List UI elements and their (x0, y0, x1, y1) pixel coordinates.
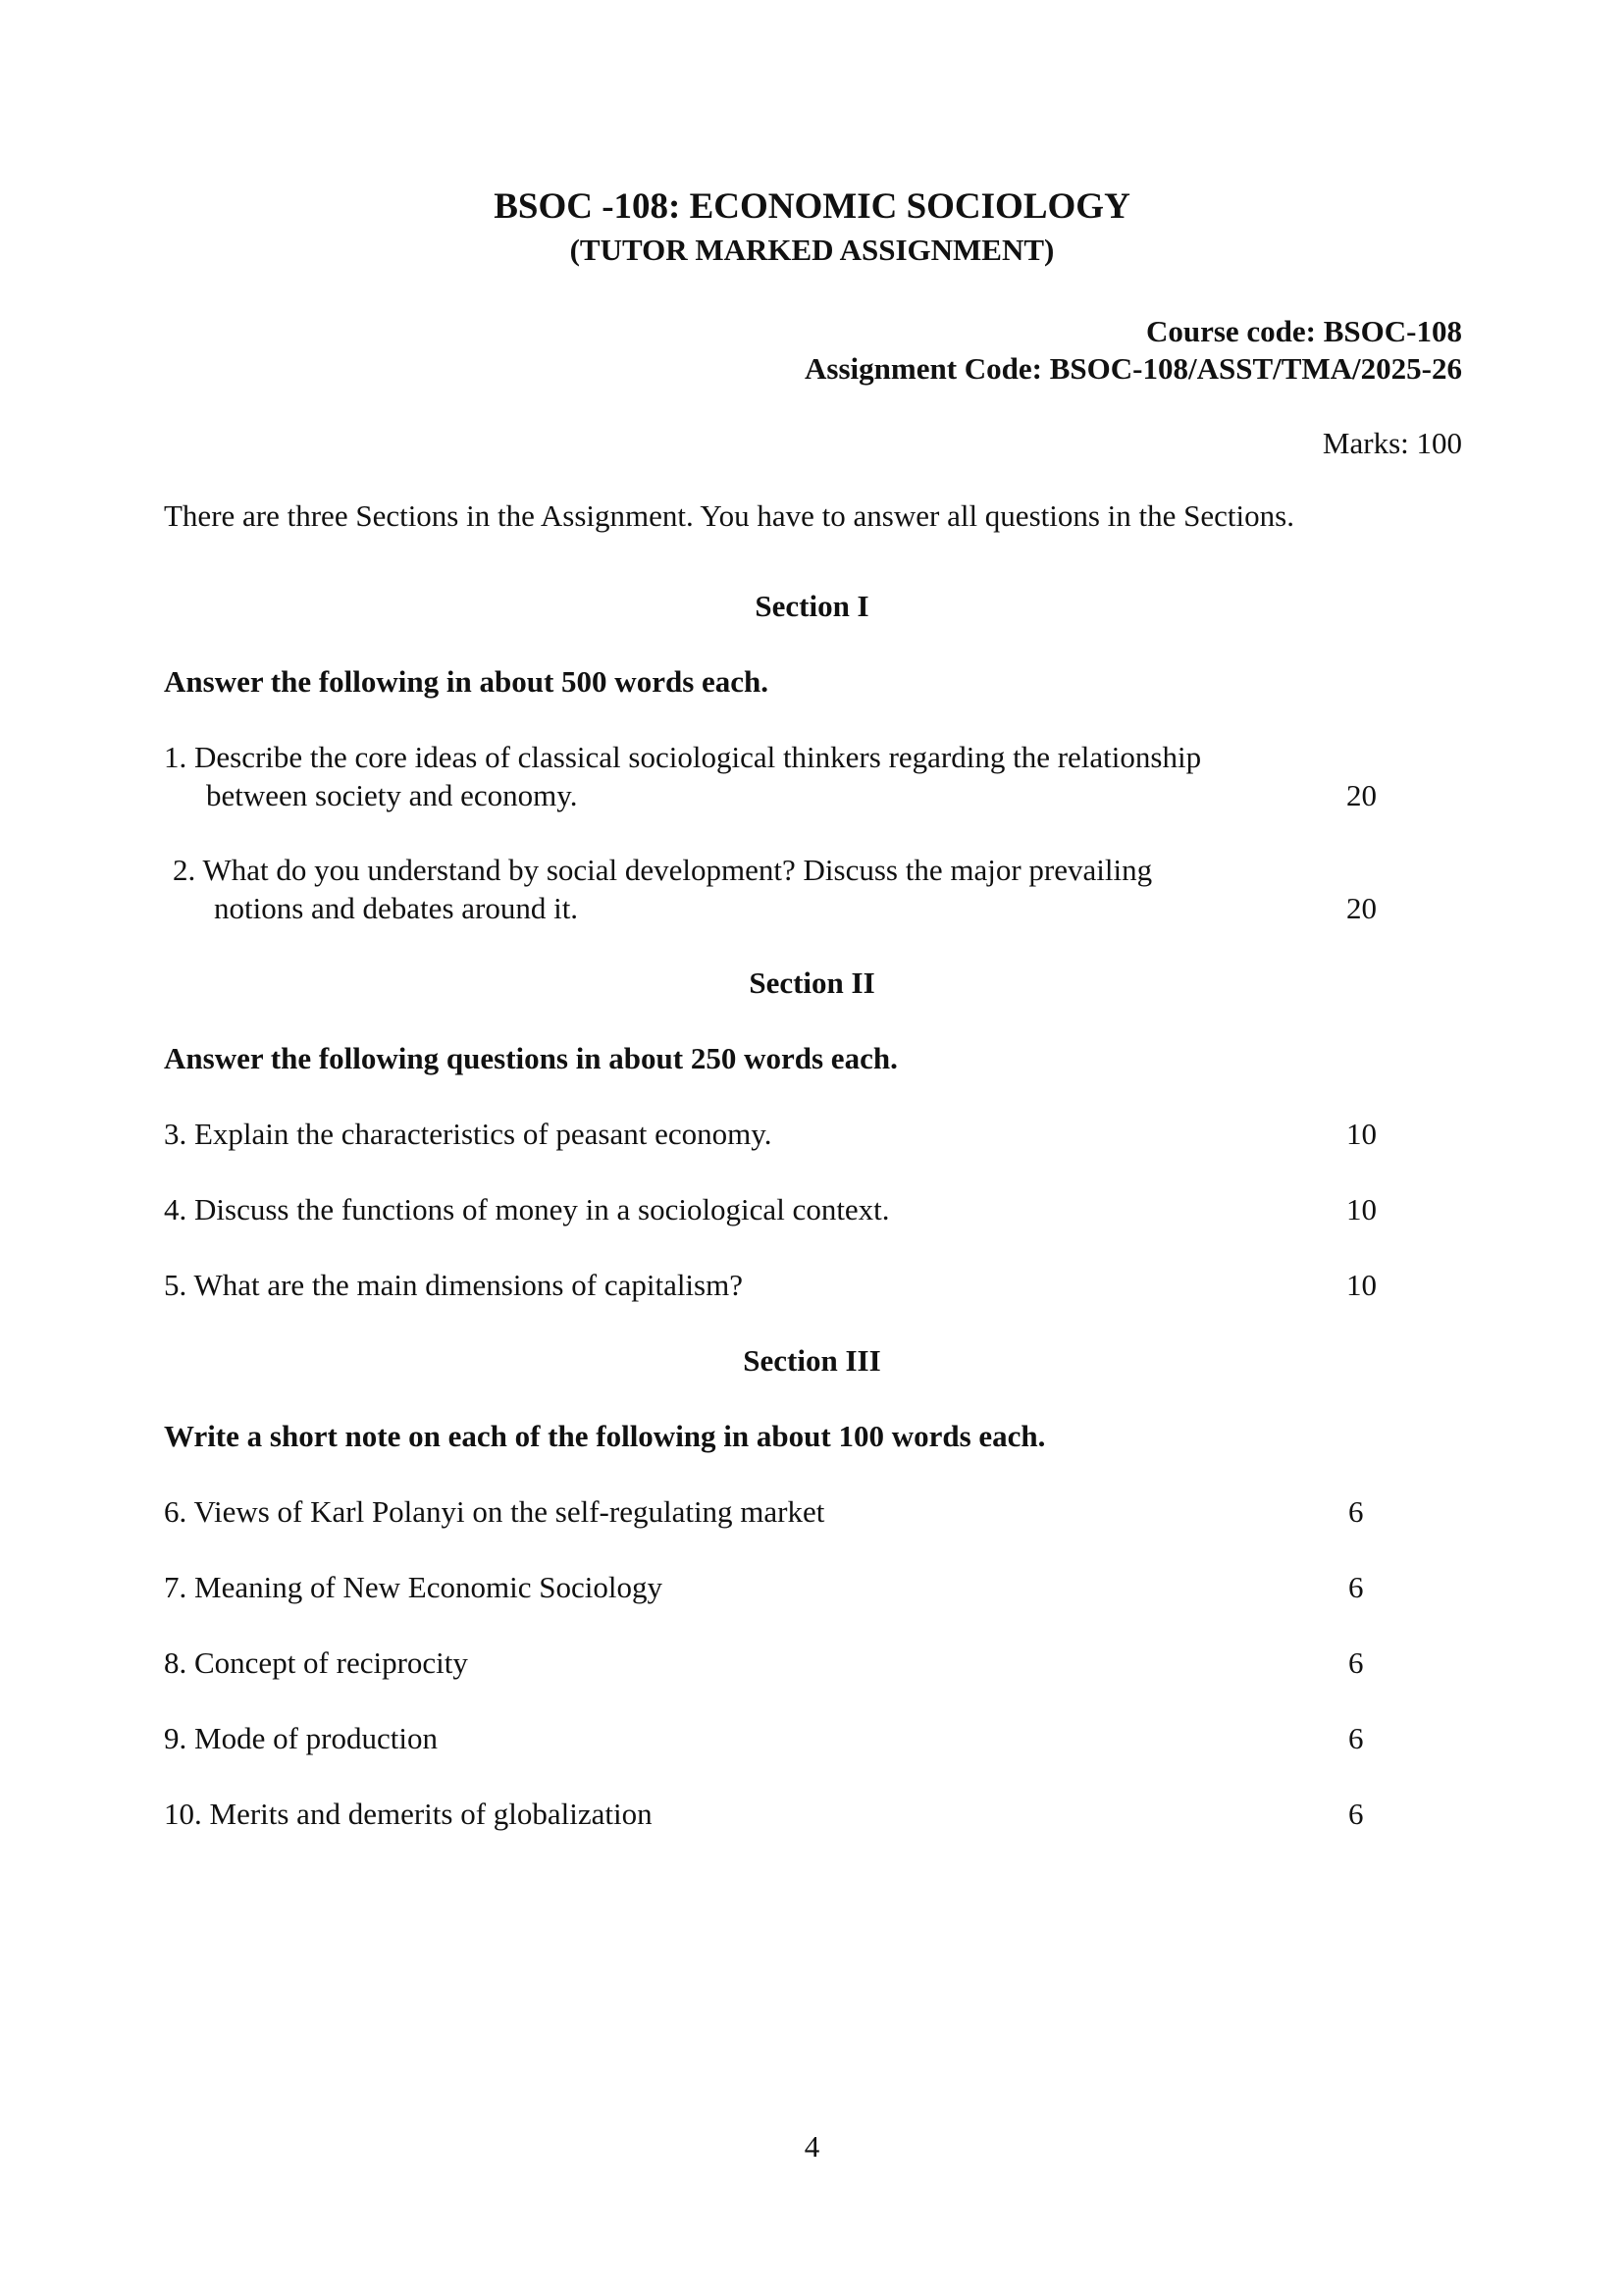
question-text-continued: notions and debates around it. (214, 891, 579, 925)
question-text: 5. What are the main dimensions of capitalism? (164, 1268, 743, 1302)
question-marks: 6 (1348, 1570, 1364, 1604)
question-marks: 20 (1346, 778, 1377, 812)
question-text: 3. Explain the characteristics of peasant economy. (164, 1117, 772, 1151)
document-subtitle: (TUTOR MARKED ASSIGNMENT) (569, 233, 1055, 267)
question-marks: 10 (1346, 1192, 1377, 1226)
section-instruction: Answer the following in about 500 words each. (164, 664, 769, 699)
question-text: 7. Meaning of New Economic Sociology (164, 1570, 662, 1604)
question-marks: 6 (1348, 1797, 1364, 1831)
question-marks: 10 (1346, 1268, 1377, 1302)
question-marks: 6 (1348, 1721, 1364, 1755)
question-text: 2. What do you understand by social development? Discuss the major prevailing (173, 853, 1153, 887)
section-heading: Section I (755, 589, 869, 623)
section-heading: Section II (749, 965, 875, 1000)
question-text: 8. Concept of reciprocity (164, 1645, 468, 1680)
course-code: Course code: BSOC-108 (1145, 314, 1462, 348)
question-marks: 6 (1348, 1645, 1364, 1680)
question-text: 1. Describe the core ideas of classical sociological thinkers regarding the relationship (164, 740, 1202, 774)
section-heading: Section III (743, 1343, 881, 1378)
question-text: 6. Views of Karl Polanyi on the self-regulating market (164, 1494, 825, 1529)
section-instruction: Write a short note on each of the following in about 100 words each. (164, 1419, 1046, 1453)
question-text: 4. Discuss the functions of money in a sociological context. (164, 1192, 890, 1226)
total-marks: Marks: 100 (1322, 426, 1462, 460)
question-marks: 20 (1346, 891, 1377, 925)
section-instruction: Answer the following questions in about 250 words each. (164, 1041, 898, 1075)
page-number: 4 (804, 2129, 820, 2164)
question-marks: 6 (1348, 1494, 1364, 1529)
intro-text: There are three Sections in the Assignment. You have to answer all questions in the Sections. (164, 498, 1294, 533)
question-text-continued: between society and economy. (206, 778, 578, 812)
document-title: BSOC -108: ECONOMIC SOCIOLOGY (494, 186, 1130, 227)
question-text: 10. Merits and demerits of globalization (164, 1797, 653, 1831)
question-text: 9. Mode of production (164, 1721, 438, 1755)
assignment-code: Assignment Code: BSOC-108/ASST/TMA/2025-26 (805, 351, 1462, 386)
question-marks: 10 (1346, 1117, 1377, 1151)
